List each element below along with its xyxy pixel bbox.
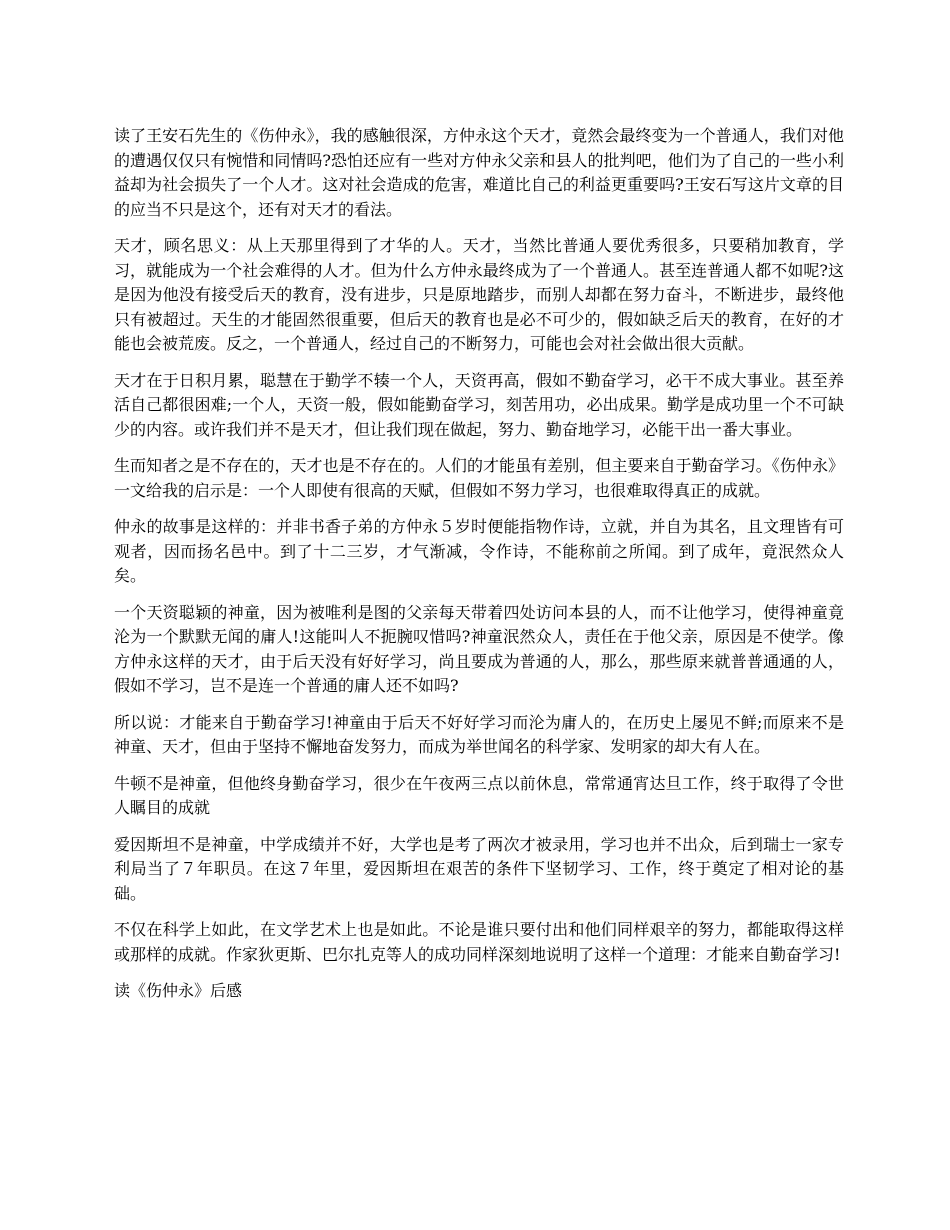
document-body	[114, 124, 844, 1004]
paragraph-3: 天才在于日积月累，聪慧在于勤学不辏一个人，天资再高，假如不勤奋学习，必干不成大事业。甚至养活自己都很困难;一个人，天资一般，假如能勤奋学习，刻苦用功，必出成果。勤学是成功里一个不可缺少的内容。或许我们并不是天才，但让我们现在做起，努力、勤奋地学习，必能干出一番大事业。	[114, 370, 844, 439]
paragraph-10: 不仅在科学上如此，在文学艺术上也是如此。不论是谁只要付出和他们同样艰辛的努力，都能取得这样或那样的成就。作家狄更斯、巴尔扎克等人的成功同样深刻地说明了这样一个道理：才能来自勤奋学习!	[114, 920, 844, 964]
paragraph-8: 牛顿不是神童，但他终身勤奋学习，很少在午夜两三点以前休息，常常通宵达旦工作，终于取得了令世人瞩目的成就	[114, 773, 844, 817]
paragraph-9: 爱因斯坦不是神童，中学成绩并不好，大学也是考了两次才被录用，学习也并不出众，后到瑞士一家专利局当了７年职员。在这７年里，爱因斯坦在艰苦的条件下坚韧学习、工作，终于奠定了相对论的基础。	[114, 834, 844, 903]
paragraph-2: 天才，顾名思义：从上天那里得到了才华的人。天才，当然比普通人要优秀很多，只要稍加教育，学习，就能成为一个社会难得的人才。但为什么方仲永最终成为了一个普通人。甚至连普通人都不如呢?这是因为他没有接受后天的教育，没有进步，只是原地踏步，而别人却都在努力奋斗，不断进步，最终他只有被超过。天生的才能固然很重要，但后天的教育也是必不可少的，假如缺乏后天的教育，在好的才能也会被荒废。反之，一个普通人，经过自己的不断努力，可能也会对社会做出很大贡献。	[114, 236, 844, 353]
closing-title: 读《伤仲永》后感	[114, 981, 243, 1000]
paragraph-5: 仲永的故事是这样的：并非书香子弟的方仲永５岁时便能指物作诗，立就，并自为其名，且文理皆有可观者，因而扬名邑中。到了十二三岁，才气渐减，令作诗，不能称前之所闻。到了成年，竟泯然众人矣。	[114, 517, 844, 585]
paragraph-4: 生而知者之是不存在的，天才也是不存在的。人们的才能虽有差别，但主要来自于勤奋学习。《伤仲永》一文给我的启示是：一个人即使有很高的天赋，但假如不努力学习，也很难取得真正的成就。	[114, 456, 844, 500]
paragraph-6: 一个天资聪颖的神童，因为被唯利是图的父亲每天带着四处访问本县的人，而不让他学习，使得神童竟沦为一个默默无闻的庸人!这能叫人不扼腕叹惜吗?神童泯然众人，责任在于他父亲，原因是不使学。像方仲永这样的天才，由于后天没有好好学习，尚且要成为普通的人，那么，那些原来就普普通通的人，假如不学习，岂不是连一个普通的庸人还不如吗?	[114, 602, 844, 695]
paragraph-7: 所以说：才能来自于勤奋学习!神童由于后天不好好学习而沦为庸人的，在历史上屡见不鲜;而原来不是神童、天才，但由于坚持不懈地奋发努力，而成为举世闻名的科学家、发明家的却大有人在。	[114, 712, 844, 756]
paragraph-1: 读了王安石先生的《伤仲永》，我的感触很深，方仲永这个天才，竟然会最终变为一个普通人，我们对他的遭遇仅仅只有惋惜和同情吗?恐怕还应有一些对方仲永父亲和县人的批判吧，他们为了自己的一些小利益却为社会损失了一个人才。这对社会造成的危害，难道比自己的利益更重要吗?王安石写这片文章的目的应当不只是这个，还有对天才的看法。	[114, 126, 844, 219]
